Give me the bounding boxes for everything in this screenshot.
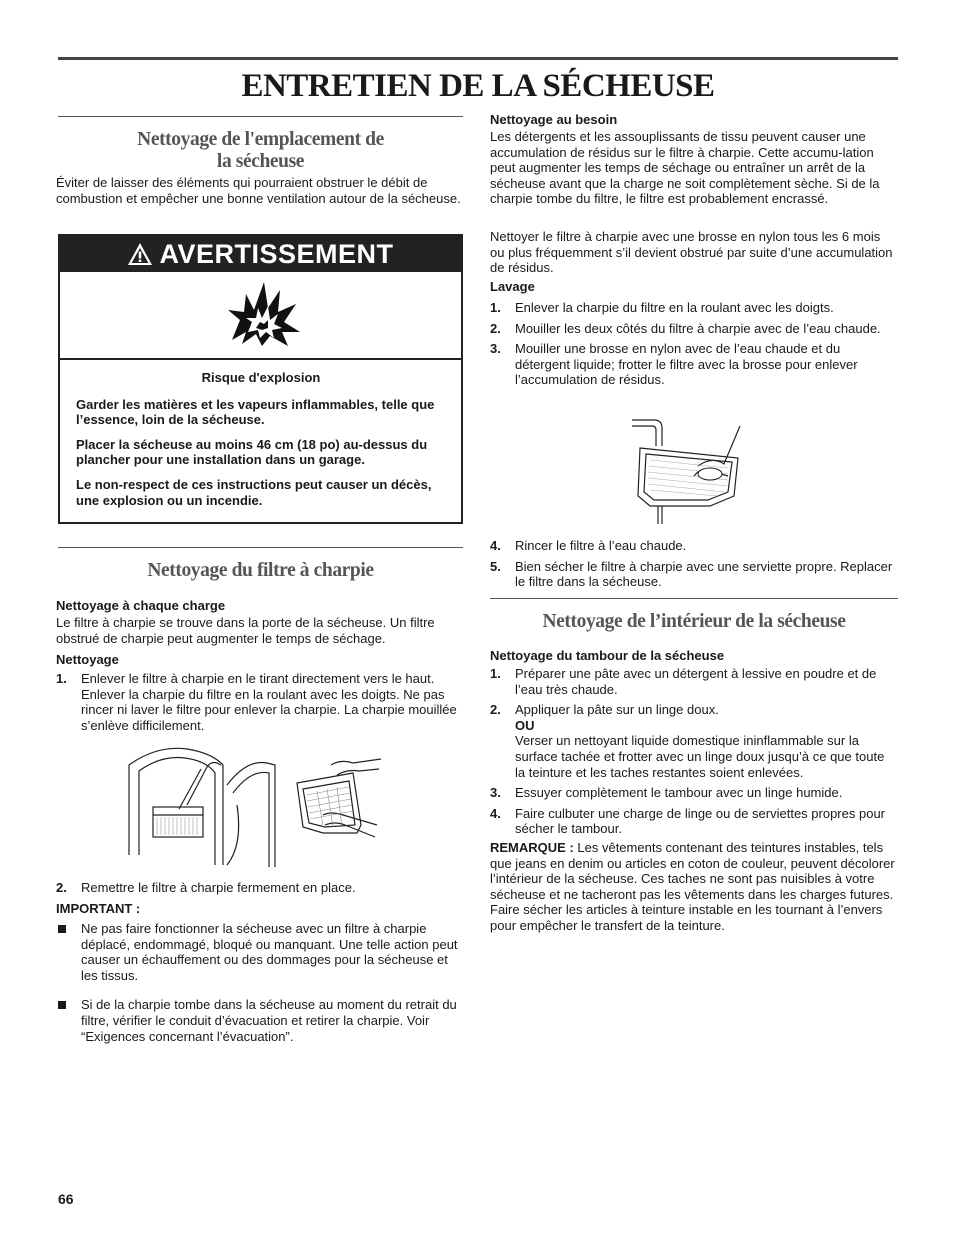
remarque-text [490, 840, 898, 934]
step-number: 5. [490, 558, 501, 574]
section-rule [58, 116, 463, 117]
step-number: 1. [490, 300, 501, 315]
step-text: Enlever le filtre à charpie en le tirant directement vers le haut. Enlever la charpie du filtre en la roulant avec les doigts. Ne pas rincer ni laver le filtre pour enlever la charpie. La charpie mouillée s’enlève difficilement. [81, 671, 457, 733]
step-text: Mouiller les deux côtés du filtre à charpie avec de l’eau chaude. [515, 320, 881, 336]
subheading: Lavage [490, 279, 535, 294]
explosion-icon [224, 280, 304, 350]
section-rule [58, 547, 463, 548]
step-number: 3. [490, 341, 501, 357]
heading-line: la sécheuse [216, 151, 305, 172]
warning-body [76, 370, 446, 517]
list-item [490, 300, 898, 316]
step-number: 3. [490, 785, 501, 801]
list-item [490, 538, 898, 554]
filtre-text: Le filtre à charpie se trouve dans la porte de la sécheuse. Un filtre obstrué de charpie peut augmenter le temps de séchage. [56, 615, 435, 646]
filtre-steps-2 [56, 880, 463, 901]
warning-paragraph: Le non-respect de ces instructions peut causer un décès, une explosion ou un incendie. [76, 476, 432, 508]
subheading: Nettoyage [56, 652, 119, 667]
list-item [490, 321, 898, 337]
step-text: Rincer le filtre à l’eau chaude. [515, 538, 687, 553]
besoin-text: Nettoyer le filtre à charpie avec une brosse en nylon tous les 6 mois ou plus fréquemment s’il devient obstrué par suite d’une accumulation de résidus. [490, 229, 893, 276]
page-title: ENTRETIEN DE LA SÉCHEUSE [241, 68, 715, 104]
list-item [56, 671, 463, 733]
step-text: Préparer une pâte avec un détergent à lessive en poudre et de l’eau très chaude. [515, 666, 877, 697]
bullet-text: Si de la charpie tombe dans la sécheuse au moment du retrait du filtre, vérifier le conduit d’évacuation et retirer la charpie. Voir “Exigences concernant l’évacuation”. [81, 997, 457, 1044]
step-text: Bien sécher le filtre à charpie avec une serviette propre. Replacer le filtre dans la sécheuse. [515, 558, 893, 590]
interieur-steps [490, 666, 898, 842]
subheading: Nettoyage du tambour de la sécheuse [490, 648, 725, 663]
list-item [56, 921, 463, 983]
emplacement-text: Éviter de laisser des éléments qui pourraient obstruer le débit de combustion et empêcher une bonne ventilation autour de la sécheuse. [56, 175, 461, 206]
remarque-label: REMARQUE : [490, 840, 574, 855]
list-item [490, 702, 898, 780]
bullet-text: Ne pas faire fonctionner la sécheuse avec un filtre à charpie déplacé, endommagé, bloqué ou manquant. Une telle action peut causer un échauffement ou des dommages pour la sécheuse et les tissus. [81, 921, 458, 983]
step-text: Remettre le filtre à charpie fermement en place. [81, 880, 356, 895]
top-rule [58, 57, 898, 60]
step-text: Faire culbuter une charge de linge ou de serviettes propres pour sécher le tambour. [515, 805, 885, 837]
list-item [490, 785, 898, 801]
remarque-body: Les vêtements contenant des teintures instables, tels que jeans en denim ou articles en coton de couleur, peuvent décolorer l’intérieur de la sécheuse. Ces taches ne sont pas nuisibles à votre sécheuse et ne tacheront pas les vêtements dans les charges futures. Faire sécher les articles à teinture instable en les tournant à l’envers pour empêcher le transfert de la teinture. [490, 840, 895, 933]
warning-paragraph: Garder les matières et les vapeurs inflammables, telle que l’essence, loin de la sécheuse. [76, 396, 435, 428]
step-text: Mouiller une brosse en nylon avec de l’eau chaude et du détergent liquide; frotter le filtre avec la brosse pour enlever l’accumulation de résidus. [515, 341, 858, 388]
lavage-steps [490, 300, 898, 393]
square-bullet-icon [58, 925, 66, 933]
warning-icon-area [60, 272, 461, 360]
list-item [490, 559, 898, 590]
warning-risk: Risque d'explosion [201, 370, 321, 385]
important-label: IMPORTANT : [56, 901, 141, 916]
step-number: 4. [490, 805, 501, 821]
or-label: OU [515, 717, 535, 733]
subheading: Nettoyage à chaque charge [56, 598, 226, 613]
step-text: Essuyer complètement le tambour avec un linge humide. [515, 785, 843, 801]
step-number: 2. [490, 702, 501, 718]
section-rule [490, 598, 898, 599]
section-heading-interieur: Nettoyage de l’intérieur de la sécheuse [542, 611, 846, 632]
list-item [490, 666, 898, 697]
section-heading-emplacement [58, 129, 463, 173]
step-text: Verser un nettoyant liquide domestique ininflammable sur la surface tachée et frotter avec un linge doux jusqu’à ce que toute la teinture et les taches restantes soient enlevées. [515, 733, 885, 780]
warning-triangle-icon [127, 242, 153, 266]
step-number: 1. [490, 666, 501, 681]
heading-line: Nettoyage de l'emplacement de [137, 129, 384, 150]
filtre-steps [56, 671, 463, 738]
warning-box [58, 234, 463, 524]
list-item [56, 997, 463, 1044]
list-item [56, 880, 463, 896]
lavage-steps-2 [490, 538, 898, 595]
section-heading-filtre: Nettoyage du filtre à charpie [147, 560, 374, 581]
subheading: Nettoyage au besoin [490, 112, 618, 127]
step-number: 2. [490, 320, 501, 336]
square-bullet-icon [58, 1001, 66, 1009]
besoin-text: Les détergents et les assouplissants de tissu peuvent causer une accumulation de résidus sur le filtre à charpie. Cette accumu-lation peut augmenter les temps de séchage ou entraîner un arrêt de la sécheuse avant que la charge ne soit complètement sèche. Si de la charpie tombe du filtre, le filtre est probablement encrassé. [490, 129, 880, 207]
warning-paragraph: Placer la sécheuse au moins 46 cm (18 po) au-dessus du plancher pour une installation dans un garage. [76, 436, 428, 468]
list-item [490, 806, 898, 837]
warning-label: AVERTISSEMENT [159, 238, 394, 269]
important-bullets [56, 921, 463, 1051]
filter-washing-illustration [628, 416, 748, 528]
step-number: 1. [56, 671, 67, 686]
dryer-filter-illustration [127, 745, 387, 867]
step-number: 2. [56, 880, 67, 895]
step-number: 4. [490, 538, 501, 553]
step-text: Enlever la charpie du filtre en la roulant avec les doigts. [515, 300, 834, 315]
step-text: Appliquer la pâte sur un linge doux. [515, 702, 719, 718]
page-number: 66 [58, 1191, 74, 1207]
list-item [490, 341, 898, 388]
warning-header [60, 236, 461, 272]
